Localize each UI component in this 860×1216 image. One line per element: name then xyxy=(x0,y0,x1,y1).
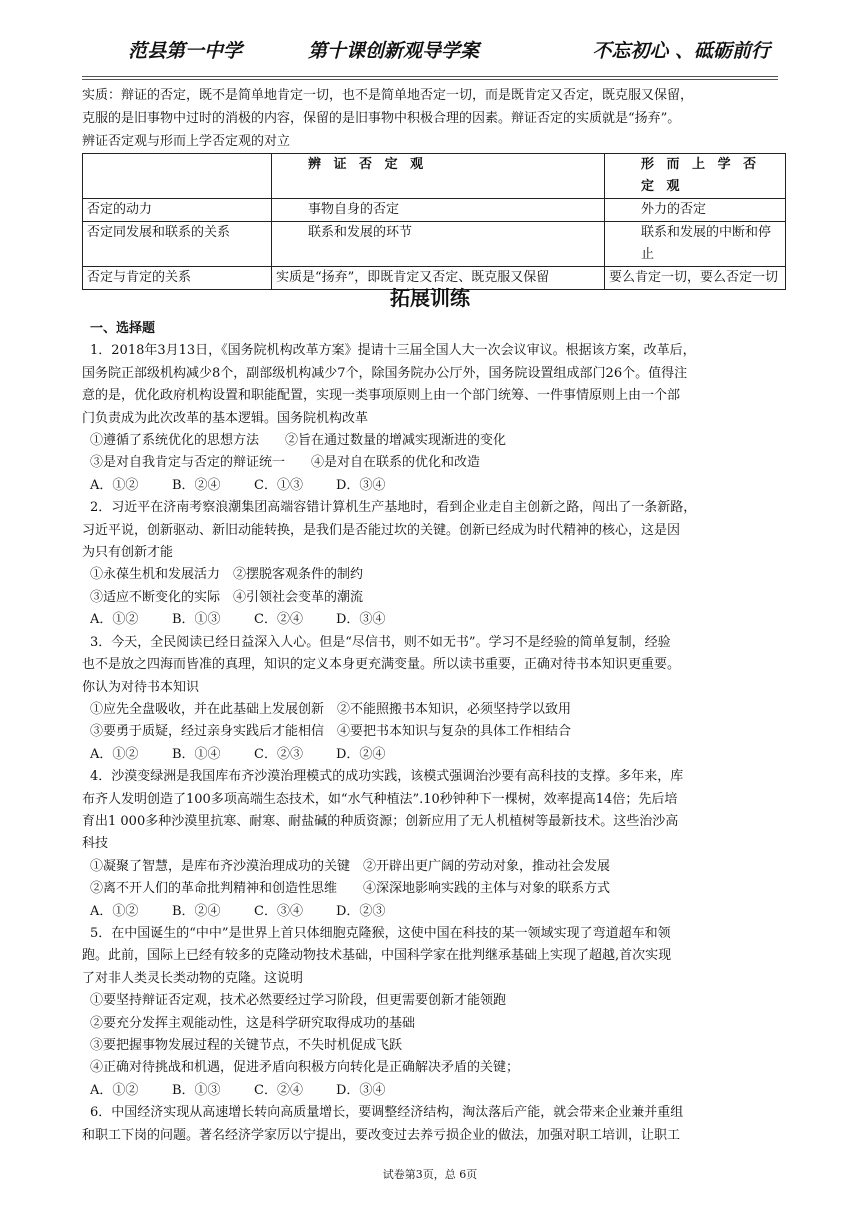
header-lesson: 第十课创新观导学案 xyxy=(308,40,480,62)
answer-options xyxy=(82,901,788,923)
answer-options xyxy=(82,475,788,497)
table-header-cell: 形 而 上 学 否 定 观 xyxy=(605,154,786,199)
question-item: ②要充分发挥主观能动性，这是科学研究取得成功的基础 xyxy=(90,1015,416,1031)
question-item: ③适应不断变化的实际 ④引领社会变革的潮流 xyxy=(90,589,364,605)
answer-option[interactable]: B．①③ xyxy=(172,1082,221,1098)
question-item: ①凝聚了智慧，是库布齐沙漠治理成功的关键 ②开辟出更广阔的劳动对象，推动社会发展 xyxy=(90,858,611,874)
question-line: 4．沙漠变绿洲是我国库布齐沙漠治理模式的成功实践，该模式强调治沙要有高科技的支撑。多年来，库 xyxy=(90,769,684,785)
question-line: 育出1 000多种沙漠里抗寒、耐寒、耐盐碱的种质资源；创新应用了无人机植树等最新技术。这些治沙高 xyxy=(82,813,679,829)
question-item: ③要把握事物发展过程的关键节点，不失时机促成飞跃 xyxy=(90,1038,403,1053)
answer-option[interactable]: D．③④ xyxy=(336,612,386,628)
header-motto: 不忘初心 、砥砺前行 xyxy=(592,40,770,62)
answer-option[interactable]: C．③④ xyxy=(254,903,303,919)
subsection-title: 一、选择题 xyxy=(90,321,156,336)
answer-option[interactable]: A．①② xyxy=(90,903,139,919)
question-item: ①应先全盘吸收，并在此基础上发展创新 ②不能照搬书本知识，必须坚持学以致用 xyxy=(90,701,572,717)
table-row xyxy=(83,199,786,222)
answer-options xyxy=(82,609,788,631)
question-line: 科技 xyxy=(82,836,109,852)
table-header-cell xyxy=(83,154,272,199)
answer-option[interactable]: A．①② xyxy=(90,477,139,493)
question-item: ①要坚持辩证否定观，技术必然要经过学习阶段，但更需要创新才能领跑 xyxy=(90,993,507,1009)
table-cell: 否定同发展和联系的关系 xyxy=(83,222,272,267)
question-line: 和职工下岗的问题。著名经济学家厉以宁提出，要改变过去养亏损企业的做法，加强对职工培训，让职工 xyxy=(82,1127,681,1143)
question-item: ②离不开人们的革命批判精神和创造性思维 ④深深地影响实践的主体与对象的联系方式 xyxy=(90,881,611,897)
question-line: 你认为对待书本知识 xyxy=(82,679,200,695)
question xyxy=(82,497,788,631)
intro-line: 实质：辩证的否定，既不是简单地肯定一切，也不是简单地否定一切，而是既肯定又否定，既克服又保留， xyxy=(82,88,694,103)
table-row xyxy=(83,222,786,267)
question-line: 也不是放之四海而皆准的真理，知识的定义本身更充满变量。所以读书重要，正确对待书本知识更重要。 xyxy=(82,657,681,673)
answer-options xyxy=(82,744,788,766)
answer-options xyxy=(82,1080,788,1102)
table-cell: 要么肯定一切，要么否定一切 xyxy=(605,267,786,290)
section-title: 拓展训练 xyxy=(390,286,470,310)
question-line: 国务院正部级机构减少8个，副部级机构减少7个，除国务院办公厅外，国务院设置组成部门26个。值得注 xyxy=(82,365,688,381)
comparison-table xyxy=(82,153,786,290)
question-item: ④正确对待挑战和机遇，促进矛盾向积极方向转化是正确解决矛盾的关键； xyxy=(90,1060,520,1076)
intro-line: 克服的是旧事物中过时的消极的内容，保留的是旧事物中积极合理的因素。辩证否定的实质就是“扬弃”。 xyxy=(82,111,681,126)
intro-line: 辨证否定观与形而上学否定观的对立 xyxy=(82,134,291,149)
table-cell: 外力的否定 xyxy=(605,199,786,222)
question-line: 5．在中国诞生的“中中”是世界上首只体细胞克隆猴，这使中国在科技的某一领域实现了弯道超车和领 xyxy=(90,925,671,941)
answer-option[interactable]: D．③④ xyxy=(336,1082,386,1098)
question-item: ①遵循了系统优化的思想方法 ②旨在通过数量的增减实现渐进的变化 xyxy=(90,433,507,449)
answer-option[interactable]: C．②④ xyxy=(254,612,303,628)
questions xyxy=(82,318,788,1147)
table-cell: 实质是“扬弃”，即既肯定又否定、既克服又保留 xyxy=(272,267,605,290)
intro-text xyxy=(82,84,782,153)
table-cell: 联系和发展的环节 xyxy=(272,222,605,267)
answer-option[interactable]: B．②④ xyxy=(172,477,221,493)
question-line: 跑。此前，国际上已经有较多的克隆动物技术基础，中国科学家在批判继承基础上实现了超越,首次实现 xyxy=(82,948,672,964)
question-line: 门负责成为此次改革的基本逻辑。国务院机构改革 xyxy=(82,410,369,426)
question xyxy=(82,766,788,923)
answer-option[interactable]: C．①③ xyxy=(254,477,303,493)
answer-option[interactable]: B．②④ xyxy=(172,903,221,919)
question xyxy=(82,340,788,497)
header-rule xyxy=(82,76,778,77)
answer-option[interactable]: B．①④ xyxy=(172,746,221,762)
question-line: 了对非人类灵长类动物的克隆。这说明 xyxy=(82,970,304,986)
answer-option[interactable]: D．③④ xyxy=(336,477,386,493)
table-header-row xyxy=(83,154,786,199)
answer-option[interactable]: D．②③ xyxy=(336,903,386,919)
question-line: 3．今天，全民阅读已经日益深入人心。但是“尽信书，则不如无书”。学习不是经验的简单复制，经验 xyxy=(90,634,671,650)
question xyxy=(82,1102,788,1147)
table-header-cell: 辨 证 否 定 观 xyxy=(272,154,605,199)
page-header xyxy=(82,36,778,64)
header-rule-double xyxy=(82,79,778,80)
answer-option[interactable]: C．②④ xyxy=(254,1082,303,1098)
question-item: ①永葆生机和发展活力 ②摆脱客观条件的制约 xyxy=(90,567,364,583)
question-item: ③是对自我肯定与否定的辩证统一 ④是对自在联系的优化和改造 xyxy=(90,455,481,471)
answer-option[interactable]: D．②④ xyxy=(336,746,386,762)
answer-option[interactable]: C．②③ xyxy=(254,746,303,762)
answer-option[interactable]: B．①③ xyxy=(172,612,221,628)
table-cell: 否定的动力 xyxy=(83,199,272,222)
answer-option[interactable]: A．①② xyxy=(90,1082,139,1098)
question-line: 1．2018年3月13日，《国务院机构改革方案》提请十三届全国人大一次会议审议。根据该方案，改革后， xyxy=(90,343,696,359)
table-cell: 否定与肯定的关系 xyxy=(83,267,272,290)
answer-option[interactable]: A．①② xyxy=(90,746,139,762)
question-line: 习近平说，创新驱动、新旧动能转换，是我们是否能过坎的关键。创新已经成为时代精神的核心，这是因 xyxy=(82,522,681,538)
question-line: 2．习近平在济南考察浪潮集团高端容错计算机生产基地时，看到企业走自主创新之路，闯出了一条新路， xyxy=(90,500,697,516)
question-line: 6．中国经济实现从高速增长转向高质量增长，要调整经济结构，淘汰落后产能，就会带来企业兼并重组 xyxy=(90,1105,684,1121)
table-cell: 联系和发展的中断和停止 xyxy=(605,222,786,267)
question-line: 为只有创新才能 xyxy=(82,545,174,561)
question-line: 布齐人发明创造了100多项高端生态技术，如“水气种植法”.10秒钟种下一棵树，效率提高14倍；先后培 xyxy=(82,791,678,807)
answer-option[interactable]: A．①② xyxy=(90,612,139,628)
question-item: ③要勇于质疑，经过亲身实践后才能相信 ④要把书本知识与复杂的具体工作相结合 xyxy=(90,724,572,740)
question xyxy=(82,632,788,766)
page-footer: 试卷第3页，总 6页 xyxy=(382,1168,478,1181)
question-line: 意的是，优化政府机构设置和职能配置，实现一类事项原则上由一个部门统筹、一件事情原则上由一个部 xyxy=(82,388,681,404)
table-cell: 事物自身的否定 xyxy=(272,199,605,222)
header-school: 范县第一中学 xyxy=(128,40,243,62)
question xyxy=(82,923,788,1102)
